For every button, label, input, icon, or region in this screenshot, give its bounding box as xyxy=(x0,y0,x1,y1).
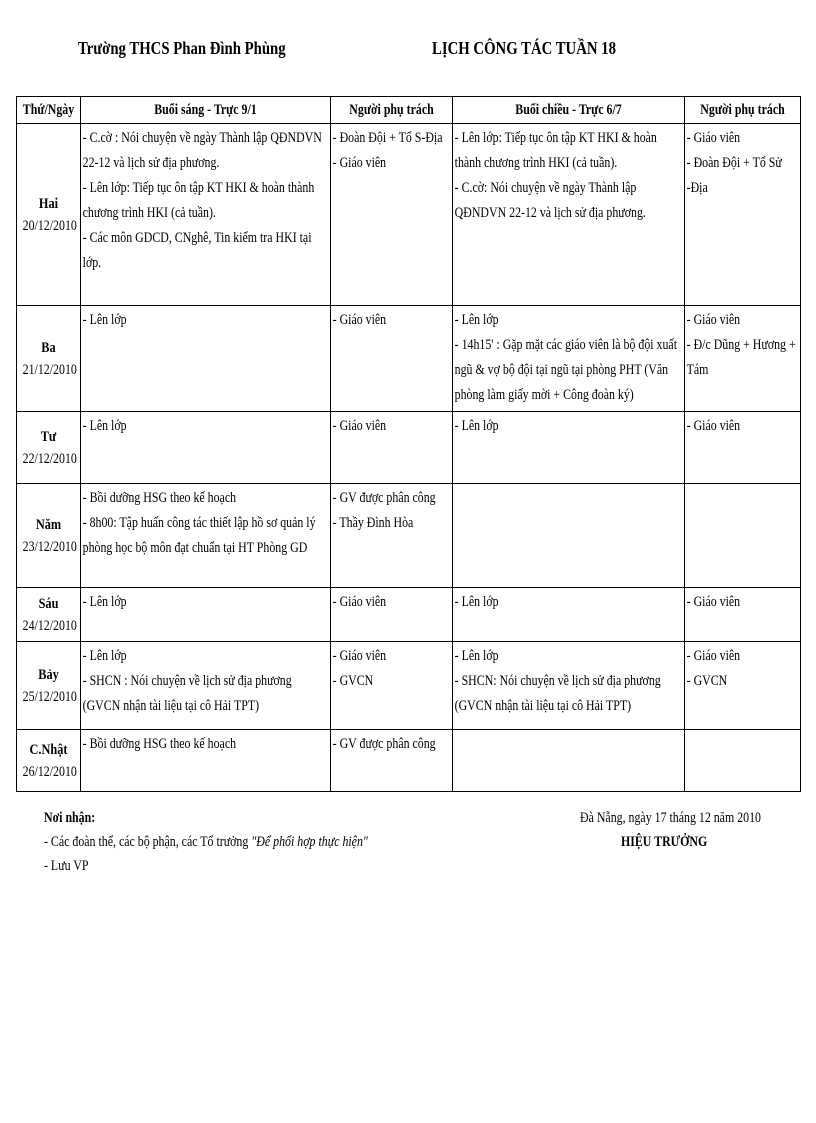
entry-text: - Lên lớp xyxy=(454,594,499,610)
afternoon-cell xyxy=(453,306,685,412)
entry-text: - SHCN : Nói chuyện về lịch sử địa phương (GVCN nhận tài liệu tại cô Hải TPT) xyxy=(82,673,292,714)
afternoon-responsible-cell xyxy=(685,730,801,792)
entry-text: - Đ/c Dũng + Hương + Tám xyxy=(686,337,796,378)
afternoon-cell xyxy=(453,484,685,588)
entry-text: - 8h00: Tập huấn công tác thiết lập hồ sơ quản lý phòng học bộ môn đạt chuẩn tại HT Phòng GD xyxy=(82,515,316,556)
afternoon-responsible-cell xyxy=(685,412,801,484)
day-cell xyxy=(17,124,81,306)
morning-cell xyxy=(81,124,331,306)
day-date: 24/12/2010 xyxy=(22,617,77,634)
day-cell xyxy=(17,642,81,730)
column-header-morning: Buổi sáng - Trực 9/1 xyxy=(81,97,331,124)
day-date: 25/12/2010 xyxy=(22,688,77,705)
recipient-item: - Lưu VP xyxy=(44,858,89,874)
day-name: Hai xyxy=(38,195,59,212)
entry-text: - Giáo viên xyxy=(332,155,387,171)
morning-cell xyxy=(81,412,331,484)
entry-text: - GV được phân công xyxy=(332,490,436,506)
entry-text: - Giáo viên xyxy=(686,418,741,434)
signature-block xyxy=(580,806,761,854)
recipients-block xyxy=(44,806,368,878)
day-cell xyxy=(17,484,81,588)
afternoon-responsible-cell xyxy=(685,484,801,588)
morning-cell xyxy=(81,484,331,588)
entry-text: - Giáo viên xyxy=(332,418,387,434)
day-name: Năm xyxy=(35,516,62,533)
day-date: 26/12/2010 xyxy=(22,763,77,780)
morning-cell xyxy=(81,588,331,642)
afternoon-cell xyxy=(453,124,685,306)
entry-text: - Lên lớp: Tiếp tục ôn tập KT HKI & hoàn thành chương trình HKI (cả tuần). xyxy=(82,180,315,221)
entry-text: - Lên lớp xyxy=(82,594,127,610)
afternoon-responsible-cell xyxy=(685,588,801,642)
afternoon-responsible-cell xyxy=(685,124,801,306)
entry-text: - Bồi dưỡng HSG theo kế hoạch xyxy=(82,490,237,506)
entry-text: - Các môn GDCD, CNghê, Tin kiểm tra HKI tại lớp. xyxy=(82,230,312,271)
entry-text: - Bồi dưỡng HSG theo kế hoạch xyxy=(82,736,237,752)
afternoon-responsible-cell xyxy=(685,306,801,412)
day-name: Tư xyxy=(40,428,57,445)
afternoon-cell xyxy=(453,412,685,484)
entry-text: - Lên lớp: Tiếp tục ôn tập KT HKI & hoàn thành chương trình HKI (cả tuần). xyxy=(454,130,657,171)
day-name: Ba xyxy=(41,339,56,356)
day-date: 21/12/2010 xyxy=(22,361,77,378)
column-header-day: Thứ/Ngày xyxy=(17,97,81,124)
morning-cell xyxy=(81,306,331,412)
table-row xyxy=(17,484,801,588)
entry-text: - Giáo viên xyxy=(332,594,387,610)
afternoon-cell xyxy=(453,730,685,792)
day-date: 23/12/2010 xyxy=(22,538,77,555)
school-name: Trường THCS Phan Đình Phùng xyxy=(78,38,286,58)
entry-text: - GVCN xyxy=(686,673,728,689)
entry-text: - Giáo viên xyxy=(686,594,741,610)
entry-text: - Giáo viên xyxy=(686,130,741,146)
afternoon-cell xyxy=(453,588,685,642)
entry-text: - Giáo viên xyxy=(686,648,741,664)
entry-text: - Lên lớp xyxy=(454,312,499,328)
table-row xyxy=(17,306,801,412)
entry-text: - Lên lớp xyxy=(454,648,499,664)
column-header-afternoon-responsible: Người phụ trách xyxy=(685,97,801,124)
entry-text: - Lên lớp xyxy=(82,418,127,434)
entry-text: - Thầy Đình Hòa xyxy=(332,515,414,531)
table-row xyxy=(17,730,801,792)
day-date: 20/12/2010 xyxy=(22,217,77,234)
recipients-label: Nơi nhận: xyxy=(44,810,96,826)
entry-text: - GVCN xyxy=(332,673,374,689)
entry-text: - Lên lớp xyxy=(454,418,499,434)
day-name: C.Nhật xyxy=(29,741,68,758)
table-header-row xyxy=(17,97,801,124)
morning-responsible-cell xyxy=(331,642,453,730)
entry-text: - Giáo viên xyxy=(332,648,387,664)
morning-responsible-cell xyxy=(331,730,453,792)
entry-text: - Lên lớp xyxy=(82,312,127,328)
entry-text: - C.cờ: Nói chuyện về ngày Thành lập QĐNDVN 22-12 và lịch sử địa phương. xyxy=(454,180,646,221)
day-cell xyxy=(17,412,81,484)
table-row xyxy=(17,588,801,642)
table-row xyxy=(17,642,801,730)
morning-cell xyxy=(81,642,331,730)
entry-text: - SHCN: Nói chuyện về lịch sử địa phương (GVCN nhận tài liệu tại cô Hải TPT) xyxy=(454,673,661,714)
entry-text: - Giáo viên xyxy=(332,312,387,328)
day-name: Sáu xyxy=(38,595,59,612)
morning-cell xyxy=(81,730,331,792)
entry-text: - Giáo viên xyxy=(686,312,741,328)
afternoon-responsible-cell xyxy=(685,642,801,730)
place-date: Đà Nẵng, ngày 17 tháng 12 năm 2010 xyxy=(580,810,761,826)
entry-text: - 14h15' : Gặp mặt các giáo viên là bộ đội xuất ngũ & vợ bộ đội tại ngũ tại phòng PHT (Văn phòng làm giấy mời + Công đoàn ký) xyxy=(454,337,678,403)
table-row xyxy=(17,124,801,306)
morning-responsible-cell xyxy=(331,412,453,484)
day-name: Bảy xyxy=(38,666,59,683)
afternoon-cell xyxy=(453,642,685,730)
day-cell xyxy=(17,730,81,792)
entry-text: - C.cờ : Nói chuyện về ngày Thành lập QĐNDVN 22-12 và lịch sử địa phương. xyxy=(82,130,322,171)
weekly-schedule-table xyxy=(16,96,801,792)
morning-responsible-cell xyxy=(331,306,453,412)
entry-text: - Đoàn Đội + Tổ Sử -Địa xyxy=(686,155,782,196)
morning-responsible-cell xyxy=(331,588,453,642)
table-row xyxy=(17,412,801,484)
column-header-afternoon: Buổi chiều - Trực 6/7 xyxy=(453,97,685,124)
entry-text: - GV được phân công xyxy=(332,736,436,752)
signer-title: HIỆU TRƯỞNG xyxy=(621,834,708,850)
day-date: 22/12/2010 xyxy=(22,450,77,467)
recipient-item: - Các đoàn thể, các bộ phận, các Tổ trưởng "Để phối hợp thực hiện" xyxy=(44,834,368,850)
day-cell xyxy=(17,306,81,412)
day-cell xyxy=(17,588,81,642)
document-title: LỊCH CÔNG TÁC TUẦN 18 xyxy=(432,38,616,58)
entry-text: - Đoàn Đội + Tổ S-Địa xyxy=(332,130,443,146)
entry-text: - Lên lớp xyxy=(82,648,127,664)
column-header-morning-responsible: Người phụ trách xyxy=(331,97,453,124)
morning-responsible-cell xyxy=(331,124,453,306)
morning-responsible-cell xyxy=(331,484,453,588)
